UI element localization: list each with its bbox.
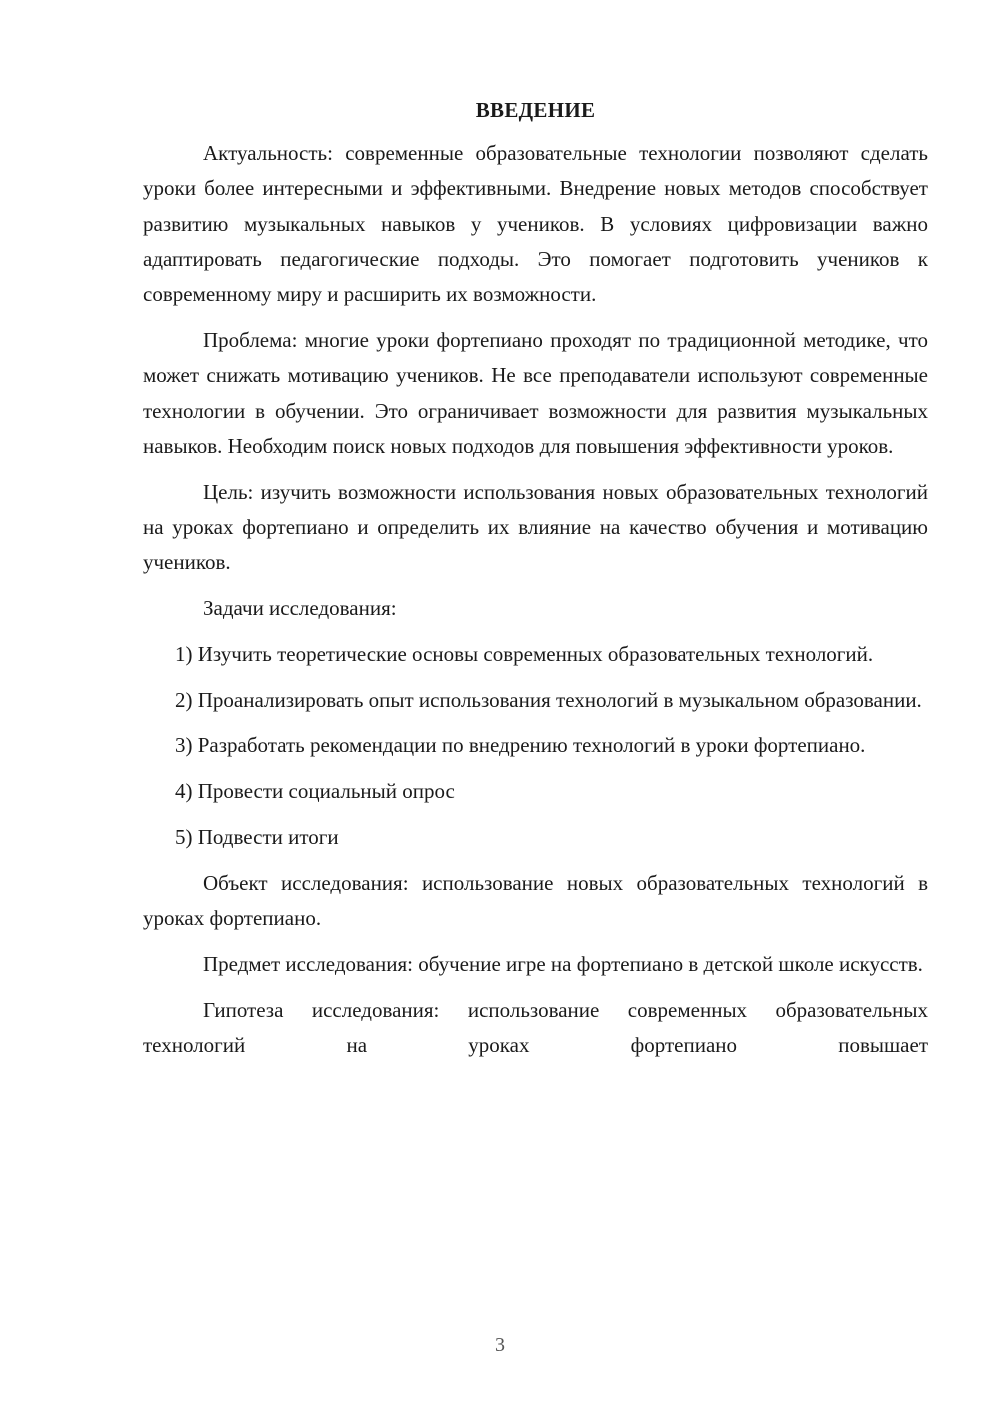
paragraph-subject: Предмет исследования: обучение игре на фортепиано в детской школе искусств. <box>203 951 923 976</box>
section-title: ВВЕДЕНИЕ <box>475 98 596 122</box>
task-item-3: 3) Разработать рекомендации по внедрению технологий в уроки фортепиано. <box>175 733 866 758</box>
paragraph-hypothesis: Гипотеза исследования: использование современных образовательных технологий на уроках фортепиано повышает <box>143 997 928 1058</box>
paragraph-relevance: Актуальность: современные образовательные технологии позволяют сделать уроки более интересными и эффективными. Внедрение новых методов способствует развитию музыкальных навыков у учеников. В условиях цифровизации важно адаптировать педагогические подходы. Это помогает подготовить учеников к современному миру и расширить их возможности. <box>143 141 928 307</box>
paragraph-object: Объект исследования: использование новых образовательных технологий в уроках фортепиано. <box>143 870 928 931</box>
task-item-4: 4) Провести социальный опрос <box>175 779 455 804</box>
paragraph-problem: Проблема: многие уроки фортепиано проходят по традиционной методике, что может снижать мотивацию учеников. Не все преподаватели используют современные технологии в обучении. Это ограничивает возможности для развития музыкальных навыков. Необходим поиск новых подходов для повышения эффективности уроков. <box>143 327 928 458</box>
page-number: 3 <box>495 1334 505 1356</box>
task-item-1: 1) Изучить теоретические основы современных образовательных технологий. <box>175 641 874 666</box>
paragraph-goal: Цель: изучить возможности использования новых образовательных технологий на уроках фортепиано и определить их влияние на качество обучения и мотивацию учеников. <box>143 479 928 575</box>
document-page <box>143 96 928 1074</box>
task-item-2: 2) Проанализировать опыт использования технологий в музыкальном образовании. <box>175 687 922 712</box>
task-item-5: 5) Подвести итоги <box>175 825 339 850</box>
paragraph-tasks-heading: Задачи исследования: <box>203 596 397 621</box>
